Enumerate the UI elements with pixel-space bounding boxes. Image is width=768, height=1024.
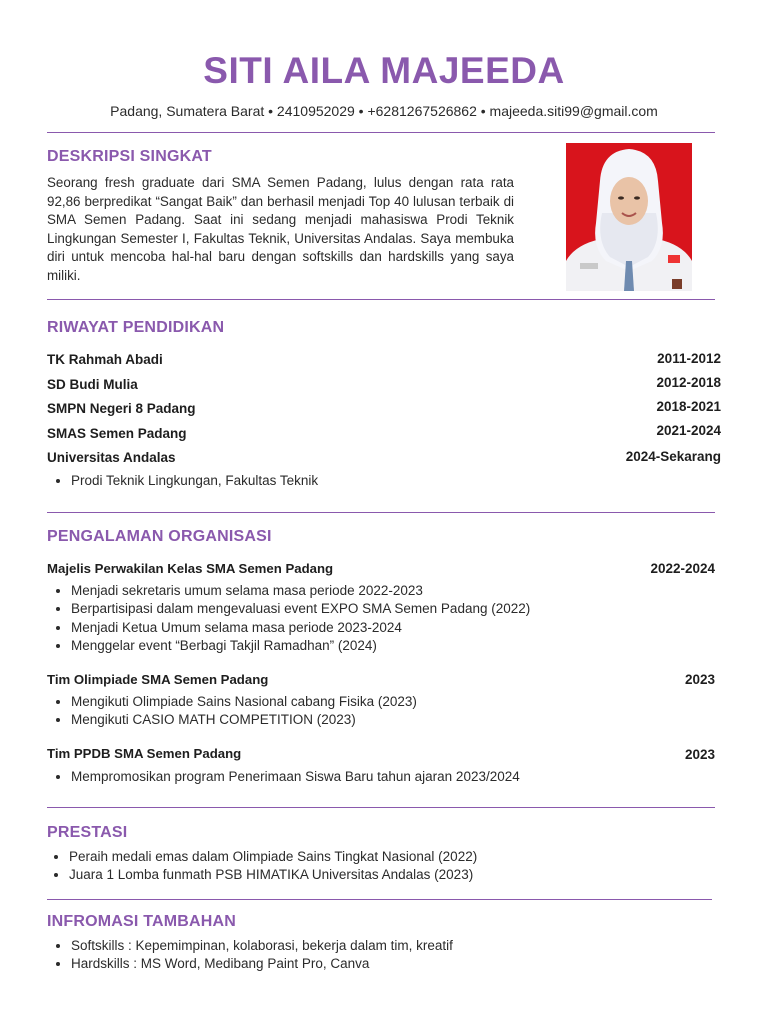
education-years: 2011-2012 [657, 351, 721, 366]
organization-name: Tim Olimpiade SMA Semen Padang [47, 672, 269, 687]
list-item: Hardskills : MS Word, Medibang Paint Pro, Canva [47, 955, 453, 973]
divider [47, 899, 712, 900]
education-school: SMAS Semen Padang [47, 426, 187, 441]
profile-photo [566, 143, 692, 291]
list-item: Menjadi Ketua Umum selama masa periode 2023-2024 [47, 619, 530, 637]
section-title-additional: INFROMASI TAMBAHAN [47, 913, 237, 930]
education-years: 2024-Sekarang [625, 449, 721, 464]
education-school: SMPN Negeri 8 Padang [47, 401, 196, 416]
section-title-achievements: PRESTASI [47, 824, 128, 841]
list-item: Mempromosikan program Penerimaan Siswa Baru tahun ajaran 2023/2024 [47, 768, 520, 786]
organization-points [47, 582, 530, 655]
education-school: Universitas Andalas [47, 450, 176, 465]
section-title-education: RIWAYAT PENDIDIKAN [47, 319, 225, 336]
list-item: Berpartisipasi dalam mengevaluasi event EXPO SMA Semen Padang (2022) [47, 600, 530, 618]
additional-list [47, 937, 453, 974]
organization-points [47, 693, 417, 730]
organization-years: 2023 [684, 747, 715, 762]
list-item: Menggelar event “Berbagi Takjil Ramadhan” (2024) [47, 637, 530, 655]
section-title-organization: PENGALAMAN ORGANISASI [47, 528, 272, 545]
applicant-name: SITI AILA MAJEEDA [203, 50, 565, 91]
organization-years: 2023 [684, 672, 715, 687]
education-detail-list [47, 472, 318, 490]
organization-name: Majelis Perwakilan Kelas SMA Semen Padang [47, 561, 334, 576]
divider [47, 512, 715, 513]
contact-line: Padang, Sumatera Barat • 2410952029 • +6281267526862 • majeeda.siti99@gmail.com [110, 103, 658, 119]
list-item: Menjadi sekretaris umum selama masa periode 2022-2023 [47, 582, 530, 600]
organization-name: Tim PPDB SMA Semen Padang [47, 746, 242, 761]
divider [47, 132, 715, 133]
list-item: Juara 1 Lomba funmath PSB HIMATIKA Universitas Andalas (2023) [45, 866, 477, 884]
list-item: Prodi Teknik Lingkungan, Fakultas Teknik [47, 472, 318, 490]
education-school: TK Rahmah Abadi [47, 352, 163, 367]
organization-points [47, 768, 520, 786]
list-item: Peraih medali emas dalam Olimpiade Sains Tingkat Nasional (2022) [45, 848, 477, 866]
divider [47, 299, 715, 300]
education-school: SD Budi Mulia [47, 377, 138, 392]
description-text: Seorang fresh graduate dari SMA Semen Padang, lulus dengan rata rata 92,86 berpredikat “Sangat Baik” dan berhasil menjadi Top 40 lulusan terbaik di SMA Semen Padang. Saat ini sedang menjadi mahasiswa Prodi Teknik Lingkungan Semester I, Fakultas Teknik, Universitas Andalas. Saya membuka diri untuk mencoba hal-hal baru dengan softskills dan hardskills yang saya miliki. [47, 175, 514, 283]
education-years: 2018-2021 [656, 399, 721, 414]
list-item: Softskills : Kepemimpinan, kolaborasi, bekerja dalam tim, kreatif [47, 937, 453, 955]
divider [47, 807, 715, 808]
section-title-description: DESKRIPSI SINGKAT [47, 148, 212, 165]
achievements-list [45, 848, 477, 885]
education-years: 2021-2024 [656, 423, 721, 438]
list-item: Mengikuti CASIO MATH COMPETITION (2023) [47, 711, 417, 729]
organization-years: 2022-2024 [650, 561, 715, 576]
education-years: 2012-2018 [656, 375, 721, 390]
list-item: Mengikuti Olimpiade Sains Nasional cabang Fisika (2023) [47, 693, 417, 711]
